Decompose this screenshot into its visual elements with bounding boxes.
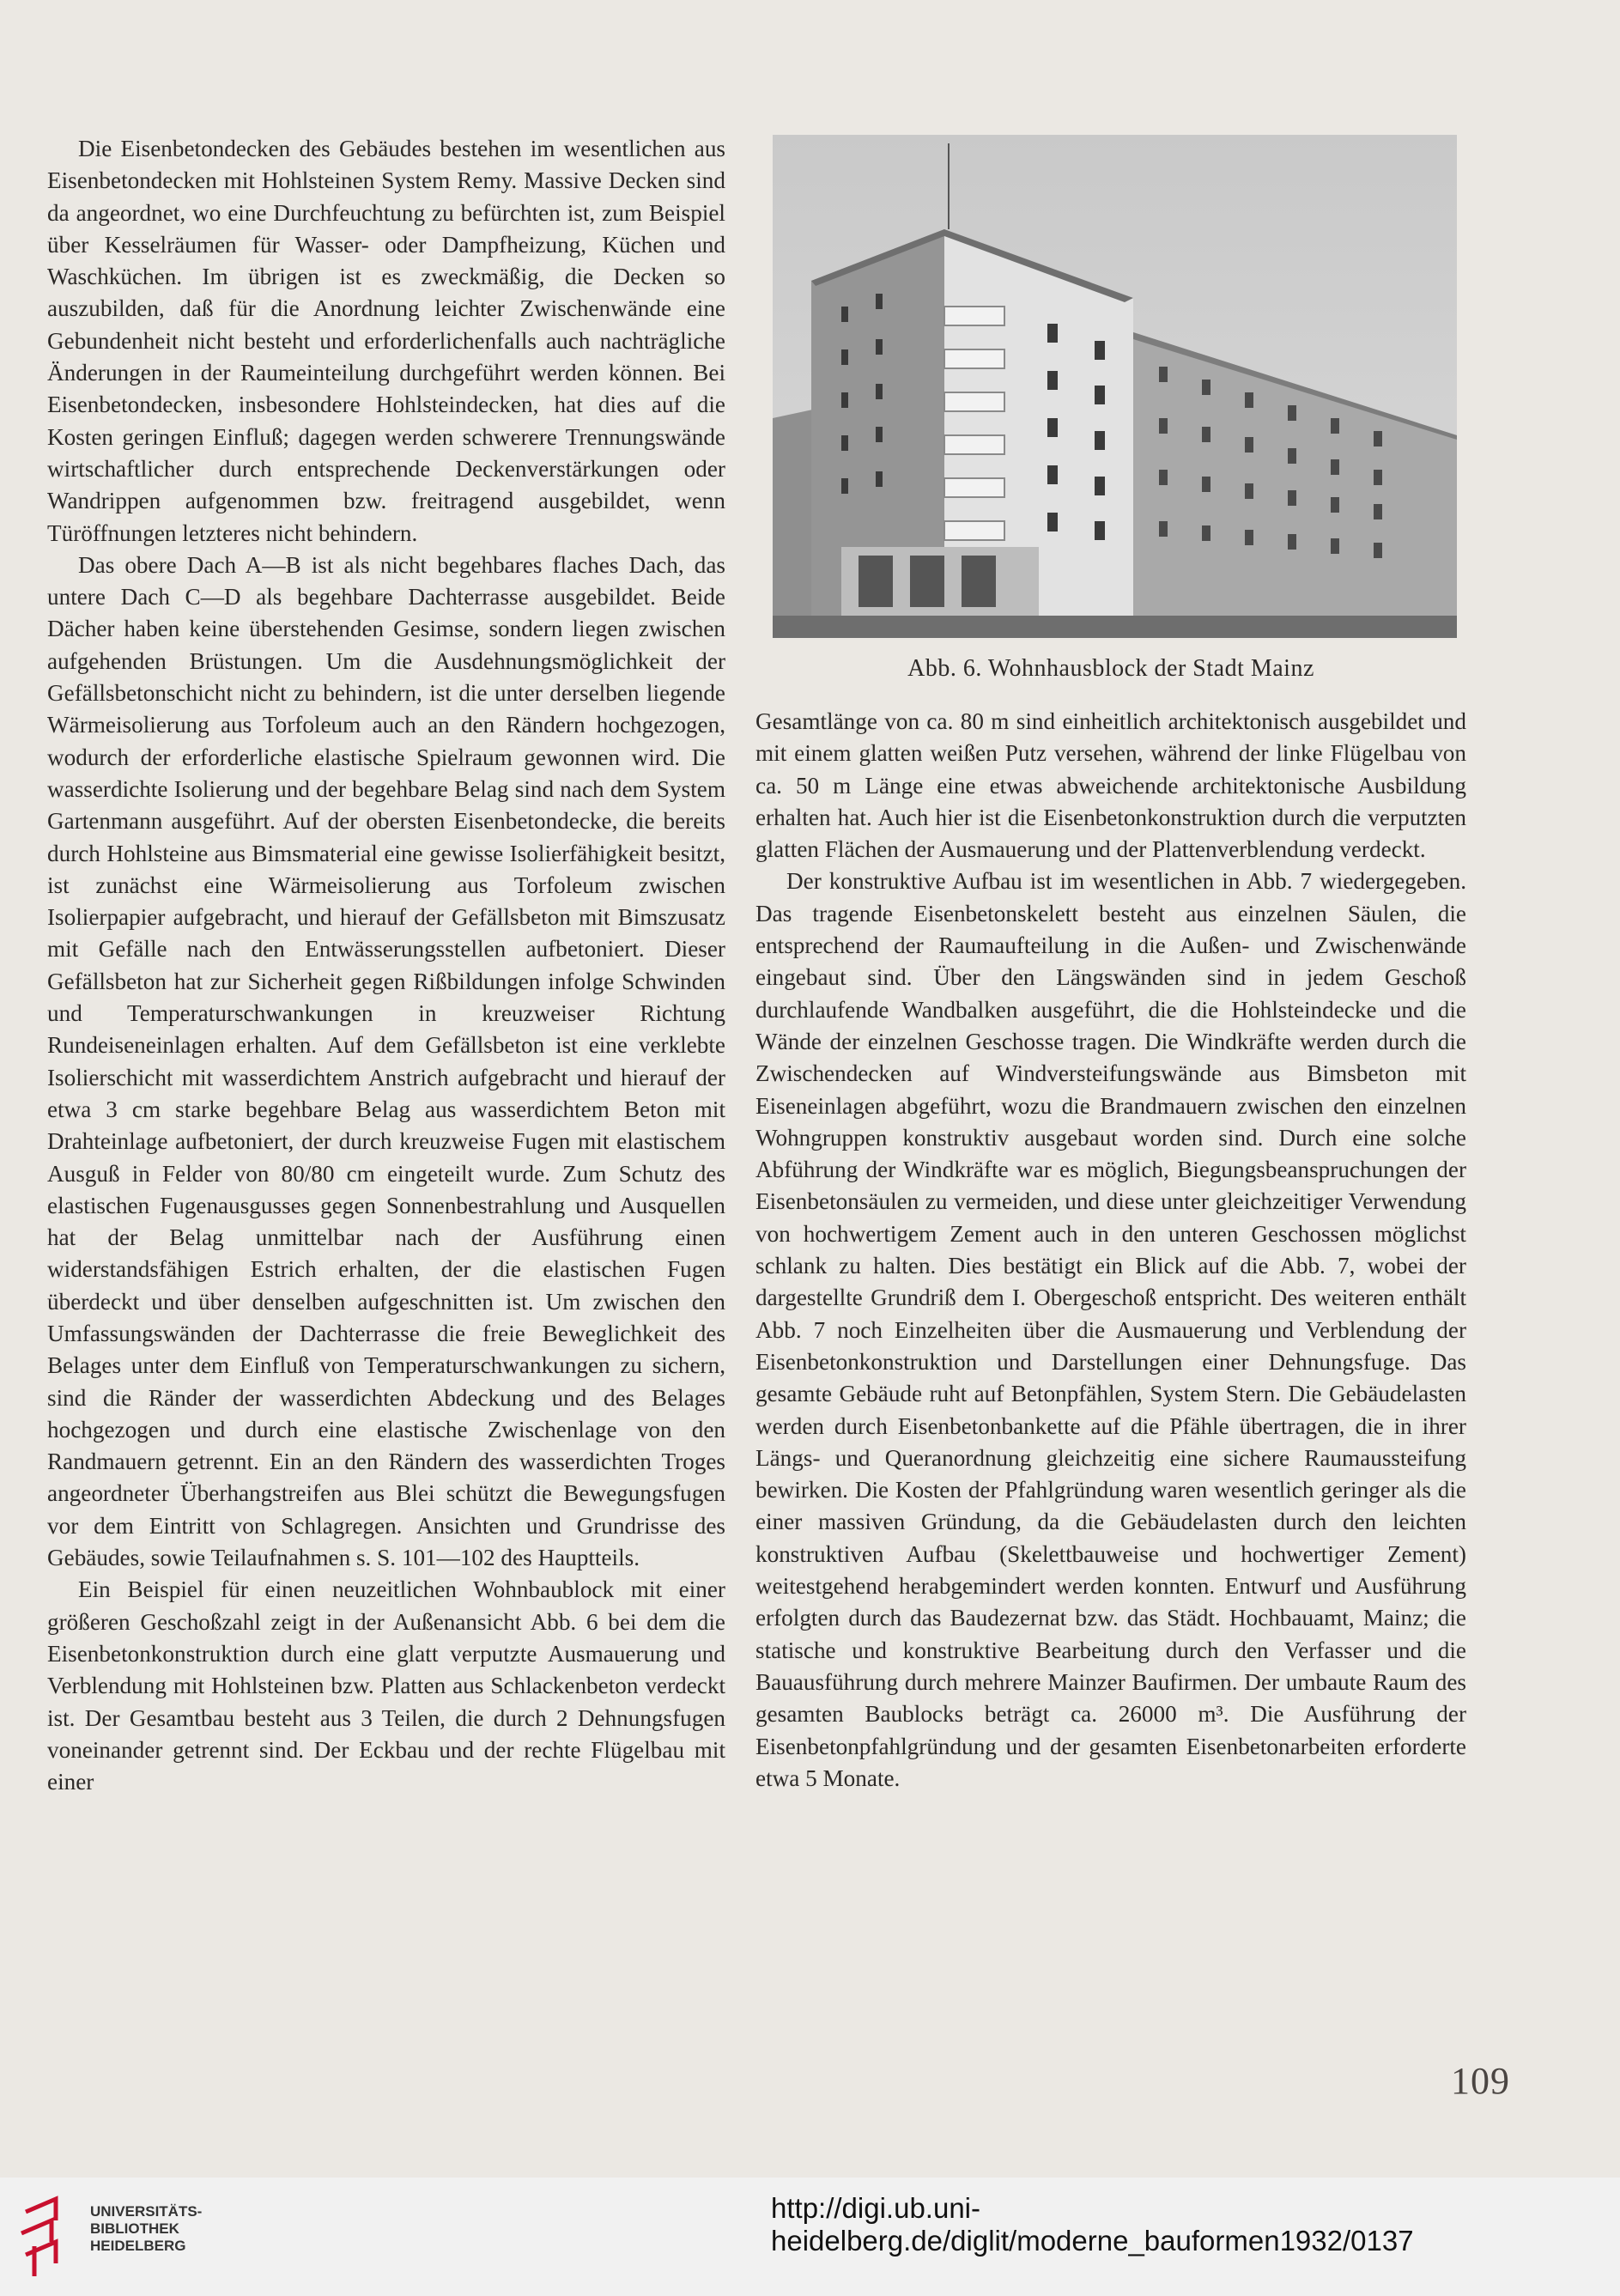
building-photo bbox=[773, 135, 1457, 638]
page-number: 109 bbox=[1451, 2060, 1510, 2102]
library-line: BIBLIOTHEK bbox=[90, 2220, 179, 2237]
paragraph: Ein Beispiel für einen neuzeitlichen Wohnbaublock mit einer größeren Geschoßzahl zeigt in der Außenansicht Abb. 6 bei dem die Eisenbetonkonstruktion durch eine glatt verputzte Ausmauerung und Verblendung mit Hohlsteinen bzw. Platten aus Schlackenbeton verdeckt ist. Der Gesamtbau besteht aus 3 Teilen, die durch 2 Dehnungsfugen voneinander getrennt sind. Der Eckbau und der rechte Flügelbau mit einer bbox=[47, 1576, 725, 1795]
figure-caption: Abb. 6. Wohnhausblock der Stadt Mainz bbox=[907, 655, 1314, 682]
library-line: UNIVERSITÄTS- bbox=[90, 2203, 203, 2220]
source-url-link[interactable]: http://digi.ub.uni-heidelberg.de/diglit/moderne_bauformen1932/0137 bbox=[771, 2192, 1414, 2257]
paragraph: Die Eisenbetondecken des Gebäudes bestehen im wesentlichen aus Eisenbetondecken mit Hohlsteinen System Remy. Massive Decken sind da angeordnet, wo eine Durchfeuchtung zu befürchten ist, zum Beispiel über Kesselräumen für Wasser- oder Dampfheizung, Küchen und Waschküchen. Im übrigen ist es zweckmäßig, die Decken so auszubilden, daß für die Anordnung leichter Zwischenwände eine Gebundenheit nicht besteht und erforderlichenfalls auch nachträgliche Änderungen in der Raumeinteilung durchgeführt werden können. Bei Eisenbetondecken, insbesondere Hohlsteindecken, hat dies auf die Kosten geringen Einfluß; dagegen werden schwerere Trennungswände wirtschaftlicher durch entsprechende Deckenverstärkungen oder Wandrippen aufgenommen bzw. freitragend ausgebildet, wenn Türöffnungen letzteres nicht behindern. bbox=[47, 136, 725, 546]
paragraph: Gesamtlänge von ca. 80 m sind einheitlich architektonisch ausgebildet und mit einem glatten weißen Putz versehen, während der linke Flügelbau von ca. 50 m Länge eine etwas abweichende architektonische Ausbildung erhalten hat. Auch hier ist die Eisenbetonkonstruktion durch die verputzten glatten Flächen der Ausmauerung und der Plattenverblendung verdeckt. bbox=[755, 708, 1466, 863]
left-text-column bbox=[47, 133, 725, 1798]
paragraph: Der konstruktive Aufbau ist im wesentlichen in Abb. 7 wiedergegeben. Das tragende Eisenbetonskelett besteht aus einzelnen Säulen, die entsprechend der Raumaufteilung in die Außen- und Zwischenwände eingebaut sind. Über den Längswänden sind in jedem Geschoß durchlaufende Wandbalken ausgeführt, die die Hohlsteindecke und die Wände der einzelnen Geschosse tragen. Die Windkräfte werden durch die Zwischendecken auf Windversteifungswände aus Bimsbeton mit Eiseneinlagen abgeführt, wozu die Brandmauern zwischen den einzelnen Wohngruppen konstruktiv ausgebaut worden sind. Durch eine solche Abführung der Windkräfte war es möglich, Biegungsbeanspruchungen der Eisenbetonsäulen zu vermeiden, und diese unter gleichzeitiger Verwendung von hochwertigem Zement auch in den unteren Geschossen möglichst schlank zu halten. Dies bestätigt ein Blick auf die Abb. 7, wobei der dargestellte Grundriß dem I. Obergeschoß entspricht. Des weiteren enthält Abb. 7 noch Einzelheiten über die Ausmauerung und Verblendung der Eisenbetonkonstruktion und Darstellungen einer Dehnungsfuge. Das gesamte Gebäude ruht auf Betonpfählen, System Stern. Die Gebäudelasten werden durch Eisenbetonbankette auf die Pfähle übertragen, die in ihrer Längs- und Queranordnung gleichzeitig eine sichere Raumaussteifung bewirken. Die Kosten der Pfahlgründung waren wesentlich geringer als die einer massiven Gründung, da die Gebäudelasten durch den leichten konstruktiven Aufbau (Skelettbauweise und hochwertiger Zement) weitestgehend herabgemindert werden konnten. Entwurf und Ausführung erfolgten durch das Baudezernat bzw. das Städt. Hochbauamt, Mainz; die statische und konstruktive Bearbeitung durch den Verfasser und die Bauausführung durch mehrere Mainzer Baufirmen. Der umbaute Raum des gesamten Baublocks beträgt ca. 26000 m³. Die Ausführung der Eisenbetonpfahlgründung und der gesamten Eisenbetonarbeiten erforderte etwa 5 Monate. bbox=[755, 868, 1466, 1791]
paragraph: Das obere Dach A—B ist als nicht begehbares flaches Dach, das untere Dach C—D als begehbare Dachterrasse ausgebildet. Beide Dächer haben keine überstehenden Gesimse, sondern liegen zwischen aufgehenden Brüstungen. Um die Ausdehnungsmöglichkeit der Gefällsbetonschicht nicht zu behindern, ist die unter derselben liegende Wärmeisolierung aus Torfoleum auch an den Rändern hochgezogen, wodurch der erforderliche elastische Spielraum gewonnen wird. Die wasserdichte Isolierung und der begehbare Belag sind nach dem System Gartenmann ausgeführt. Auf der obersten Eisenbetondecke, die bereits durch Hohlsteine aus Bimsmaterial eine gewisse Isolierfähigkeit besitzt, ist zunächst eine Wärmeisolierung aus Torfoleum zwischen Isolierpapier aufgebracht, und hierauf der Gefällsbeton mit Bimszusatz mit Gefälle nach den Entwässerungsstellen aufbetoniert. Dieser Gefällsbeton hat zur Sicherheit gegen Rißbildungen infolge Schwinden und Temperaturschwankungen in kreuzweiser Richtung Rundeiseneinlagen erhalten. Auf dem Gefällsbeton ist eine verklebte Isolierschicht mit wasserdichtem Anstrich aufgebracht und hierauf der etwa 3 cm starke begehbare Belag aus wasserdichtem Beton mit Drahteinlage aufbetoniert, der durch kreuzweise Fugen mit elastischem Ausguß in Felder von 80/80 cm eingeteilt wurde. Zum Schutz des elastischen Fugenausgusses gegen Sonnenbestrahlung und Ausquellen hat der Belag unmittelbar nach der Ausführung einen widerstandsfähigen Estrich erhalten, der die elastischen Fugen überdeckt und über denselben aufgeschnitten ist. Um zwischen den Umfassungswänden der Dachterrasse die freie Beweglichkeit des Belages unter dem Einfluß von Temperaturschwankungen zu sichern, sind die Ränder der wasserdichten Abdeckung und des Belages hochgezogen und durch eine elastische Zwischenlage von den Randmauern getrennt. Ein an den Rändern des wasserdichten Troges angeordneter Überhangstreifen aus Blei schützt die Bewegungsfugen vor dem Eintritt von Schlagregen. Ansichten und Grundrisse des Gebäudes, sowie Teilaufnahmen s. S. 101—102 des Hauptteils. bbox=[47, 551, 725, 1571]
library-name bbox=[90, 2203, 202, 2255]
library-line: HEIDELBERG bbox=[90, 2238, 186, 2254]
right-text-column bbox=[755, 706, 1466, 1795]
library-logo-icon[interactable] bbox=[17, 2195, 82, 2281]
